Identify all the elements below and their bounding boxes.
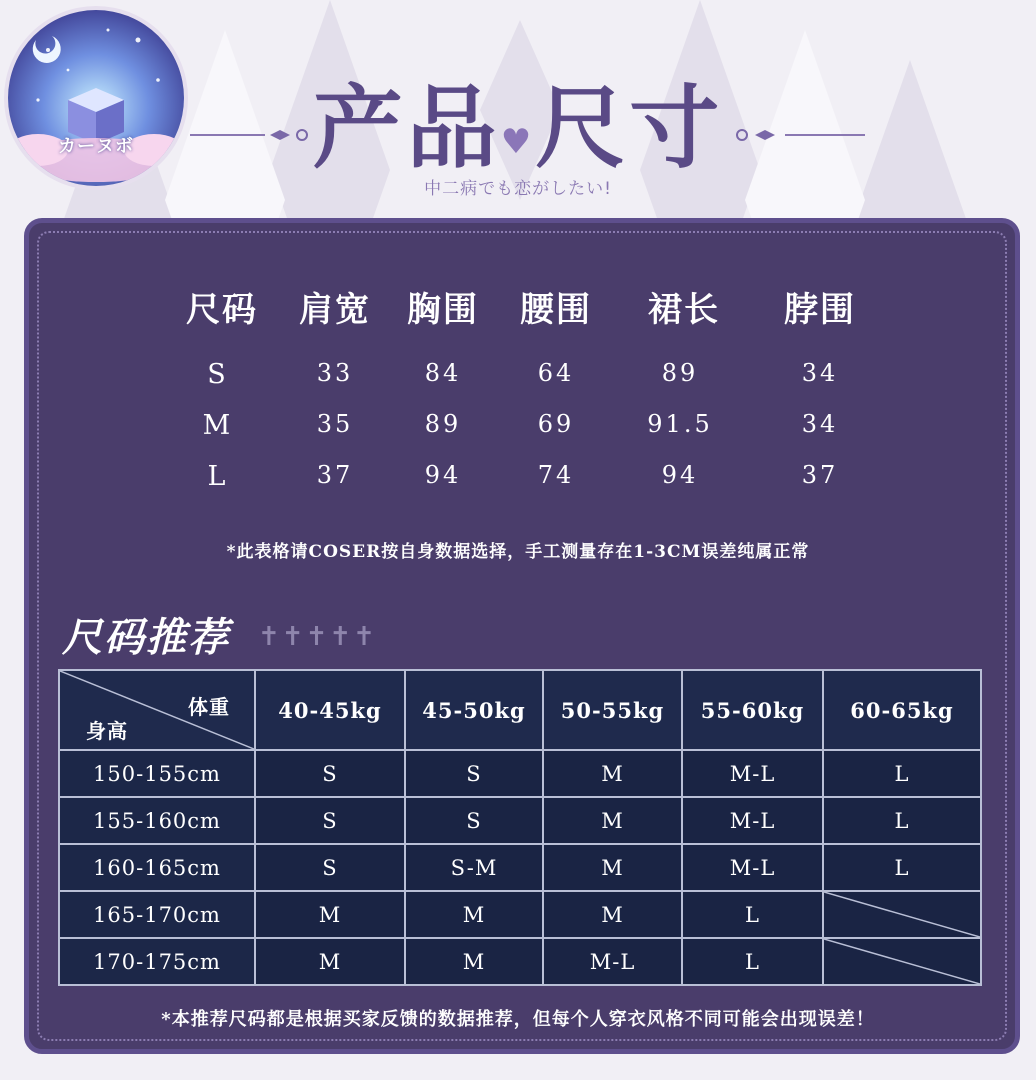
height-cell: 165-170cm [59,891,255,938]
size-rec-cell: S [405,797,543,844]
page-title [0,75,1036,181]
size-rec-cell: M [405,938,543,985]
size-rec-cell: S [405,750,543,797]
size-rec-cell: M [255,938,405,985]
header-waist: 腰围 [520,290,592,330]
height-cell: 155-160cm [59,797,255,844]
size-cell: 34 [801,410,839,438]
recommend-header-row [59,670,981,750]
size-cell: 94 [424,461,462,489]
height-cell: 160-165cm [59,844,255,891]
size-cell: 69 [537,410,575,438]
recommend-table [58,669,982,986]
size-rec-cell: L [823,750,981,797]
size-cell: S [207,359,229,390]
weight-header: 45-50kg [405,670,543,750]
size-cell: 33 [316,359,354,387]
size-rec-cell: M [543,750,682,797]
size-rec-cell: L [823,844,981,891]
size-cell: 34 [801,359,839,387]
weight-header: 55-60kg [682,670,823,750]
size-rec-cell: L [823,797,981,844]
size-cell: 84 [424,359,462,387]
size-cell: 74 [537,461,575,489]
size-cell: 37 [316,461,354,489]
size-rec-cell: L [682,938,823,985]
size-cell: L [207,461,229,492]
size-rec-cell: M [543,844,682,891]
size-rec-cell: S [255,844,405,891]
size-rec-cell: M-L [682,844,823,891]
size-rec-cell: S-M [405,844,543,891]
recommend-title: 尺码推荐 [62,614,230,661]
size-rec-cell: M [255,891,405,938]
table-row [59,750,981,797]
size-rec-cell: S [255,797,405,844]
size-cell: 89 [661,359,699,387]
corner-cell [59,670,255,750]
header-shoulder: 肩宽 [299,290,371,330]
size-cell: 35 [316,410,354,438]
measurement-note: *此表格请COSER按自身数据选择，手工测量存在1-3CM误差纯属正常 [226,542,810,562]
weight-header: 40-45kg [255,670,405,750]
empty-slash-cell [823,891,981,938]
height-cell: 150-155cm [59,750,255,797]
table-row [59,844,981,891]
empty-slash-cell [823,938,981,985]
size-rec-cell: M-L [682,797,823,844]
title-part2: 尺寸 [535,75,724,181]
page-subtitle: 中二病でも恋がしたい! [424,179,612,199]
table-row [59,891,981,938]
corner-weight-label: 体重 [188,695,230,719]
recommend-note: *本推荐尺码都是根据买家反馈的数据推荐，但每个人穿衣风格不同可能会出现误差！ [161,1009,875,1030]
weight-header: 50-55kg [543,670,682,750]
header-neck: 脖围 [784,290,856,330]
size-rec-cell: M [543,797,682,844]
size-cell: M [202,410,234,441]
header-size: 尺码 [186,290,258,330]
height-cell: 170-175cm [59,938,255,985]
corner-height-label: 身高 [86,719,128,743]
size-cell: 94 [661,461,699,489]
size-rec-cell: L [682,891,823,938]
size-cell: 64 [537,359,575,387]
logo-text: カーヌボ [58,136,134,157]
size-rec-cell: M [543,891,682,938]
size-cell: 37 [801,461,839,489]
size-rec-cell: M-L [543,938,682,985]
table-row [59,938,981,985]
heart-icon: ♥ [500,122,536,162]
table-row [59,797,981,844]
header-bust: 胸围 [407,290,479,330]
title-part1: 产品 [312,75,501,181]
size-cell: 89 [424,410,462,438]
header-skirt-length: 裙长 [648,290,720,330]
weight-header: 60-65kg [823,670,981,750]
size-cell: 91.5 [647,410,713,438]
size-rec-cell: M-L [682,750,823,797]
size-rec-cell: S [255,750,405,797]
size-rec-cell: M [405,891,543,938]
cross-decoration-icon: ✝✝✝✝✝ [258,622,377,652]
